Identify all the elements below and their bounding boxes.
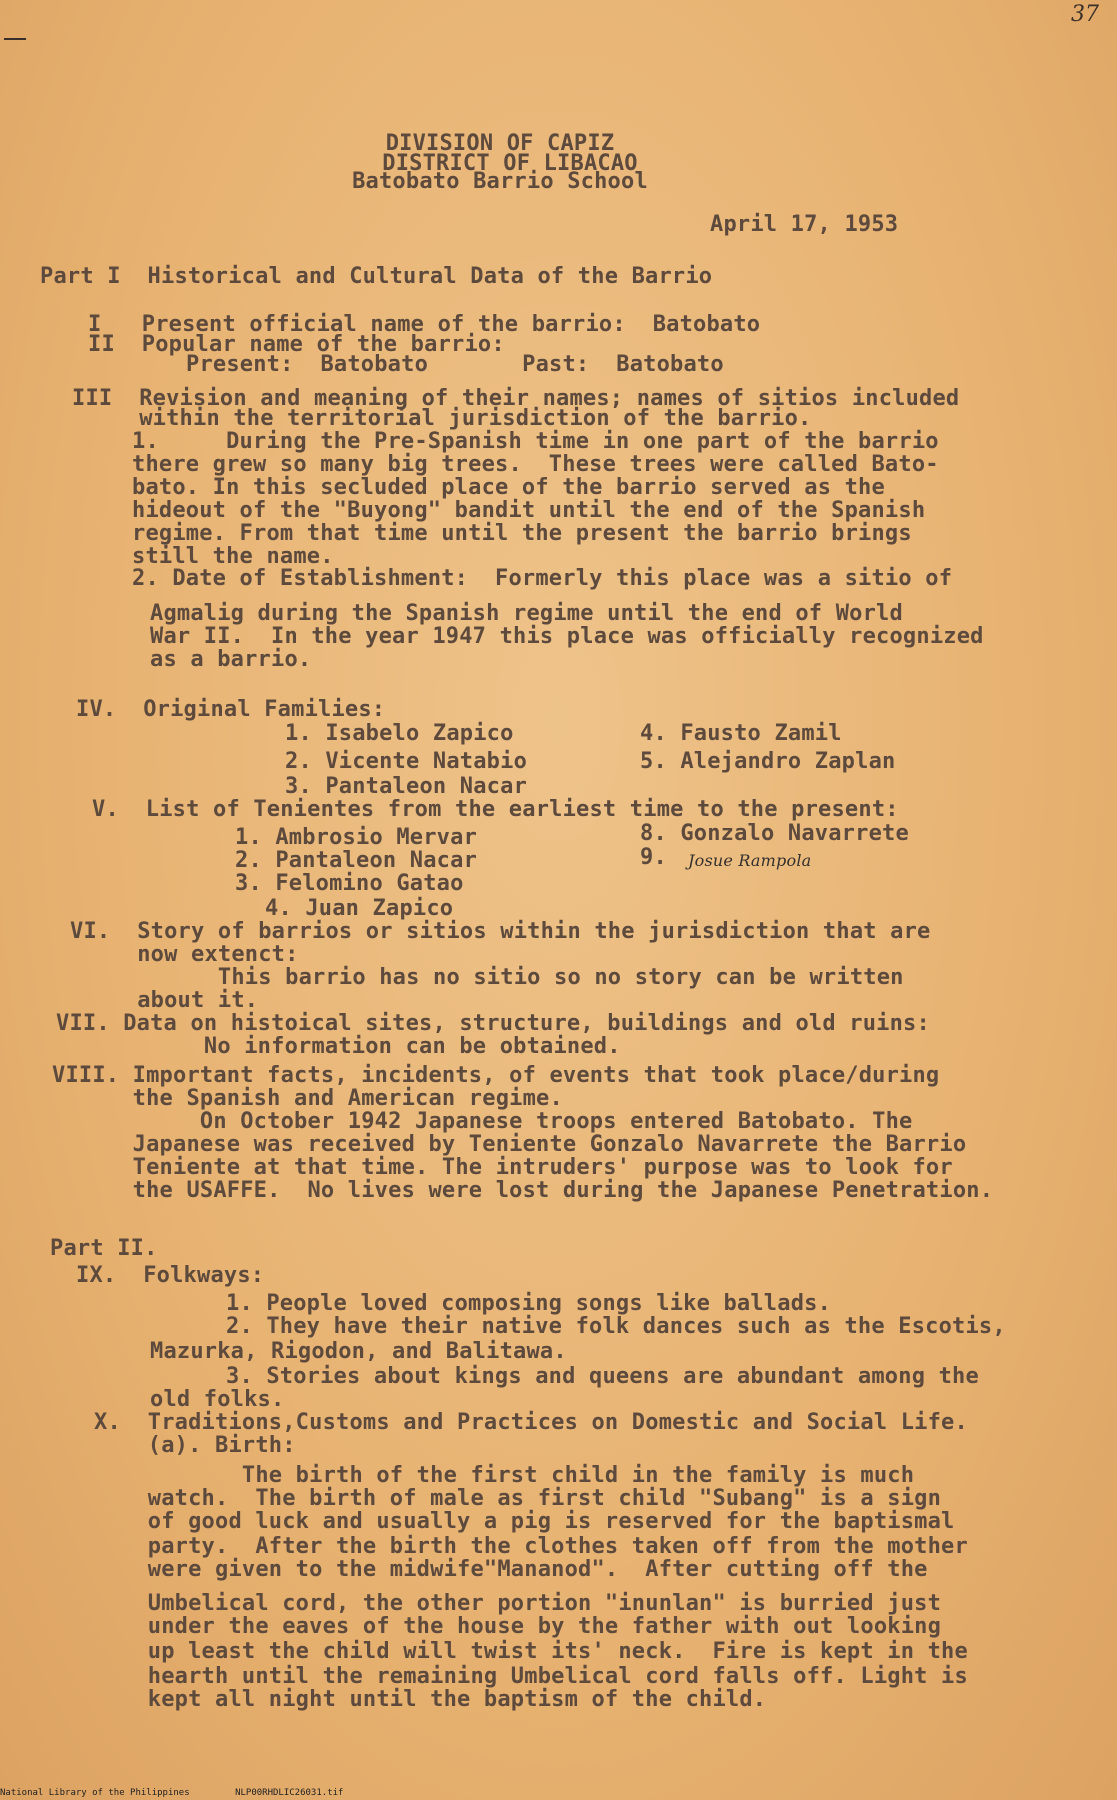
section-8-line: the USAFFE. No lives were lost during the Japanese Penetration. — [52, 1178, 994, 1203]
section-3-line: War II. In the year 1947 this place was officially recognized — [150, 624, 984, 649]
teniente-item: 1. Ambrosio Mervar — [235, 825, 478, 850]
section-10-line: of good luck and usually a pig is reserved for the baptismal — [94, 1509, 955, 1534]
section-10-line: X. Traditions,Customs and Practices on Domestic and Social Life. — [94, 1410, 968, 1435]
teniente-item: 4. Juan Zapico — [265, 896, 454, 921]
family-item: 3. Pantaleon Nacar — [285, 774, 528, 799]
section-8-line: Japanese was received by Teniente Gonzalo Navarrete the Barrio — [52, 1132, 967, 1157]
header-division: DIVISION OF CAPIZ — [385, 131, 615, 156]
section-10-line: were given to the midwife"Mananod". After cutting off the — [94, 1557, 928, 1582]
section-6-line: now extenct: — [70, 942, 299, 967]
section-10-line: kept all night until the baptism of the child. — [94, 1687, 767, 1712]
section-3-line: III Revision and meaning of their names; names of sitios included — [72, 386, 960, 411]
section-10-line: under the eaves of the house by the father with out looking — [94, 1614, 942, 1639]
folkways-line: old folks. — [150, 1387, 285, 1412]
header-school: Batobato Barrio School — [352, 169, 648, 194]
header-district: DISTRICT OF LIBACAO — [382, 151, 638, 176]
section-8-line: the Spanish and American regime. — [52, 1086, 563, 1111]
section-10-line: up least the child will twist its' neck. Fire is kept in the — [94, 1639, 968, 1664]
section-3-line: Agmalig during the Spanish regime until the end of World — [150, 601, 903, 626]
section-8-line: Teniente at that time. The intruders' purpose was to look for — [52, 1155, 953, 1180]
section-2-values: Present: Batobato Past: Batobato — [186, 352, 724, 377]
section-3-line: 2. Date of Establishment: Formerly this place was a sitio of — [132, 566, 953, 591]
section-10-line: Umbelical cord, the other portion "inunlan" is burried just — [94, 1591, 942, 1616]
family-item: 2. Vicente Natabio — [285, 749, 528, 774]
section-7-line: VII. Data on histoical sites, structure, buildings and old ruins: — [56, 1011, 930, 1036]
section-1: I Present official name of the barrio: Batobato — [88, 312, 761, 337]
section-5-title: V. List of Tenientes from the earliest time to the present: — [92, 797, 899, 822]
footer-library: National Library of the Philippines — [0, 1788, 190, 1798]
section-10-line: The birth of the first child in the family is much — [94, 1463, 915, 1488]
section-6-line: VI. Story of barrios or sitios within the jurisdiction that are — [70, 919, 931, 944]
document-date: April 17, 1953 — [710, 212, 899, 237]
teniente-item: 3. Felomino Gatao — [235, 871, 464, 896]
teniente-item: 8. Gonzalo Navarrete — [640, 821, 909, 846]
section-6-line: about it. — [70, 988, 259, 1013]
section-9-title: IX. Folkways: — [76, 1263, 265, 1288]
section-6-line: This barrio has no sitio so no story can be written — [70, 965, 904, 990]
section-7-line: No information can be obtained. — [56, 1034, 621, 1059]
section-3-line: 1. During the Pre-Spanish time in one part of the barrio — [132, 429, 939, 454]
section-3-line: as a barrio. — [150, 647, 312, 672]
part-1-title: Part I Historical and Cultural Data of the Barrio — [40, 264, 713, 289]
section-10-line: party. After the birth the clothes taken off from the mother — [94, 1534, 968, 1559]
teniente-item: 2. Pantaleon Nacar — [235, 848, 478, 873]
scan-footer — [0, 1788, 383, 1798]
page-number: 37 — [1071, 2, 1099, 27]
part-2-title: Part II. — [50, 1236, 158, 1261]
section-3-line: there grew so many big trees. These trees were called Bato- — [132, 452, 939, 477]
folkways-line: 2. They have their native folk dances such as the Escotis, — [226, 1314, 1006, 1339]
folkways-line: 1. People loved composing songs like ballads. — [226, 1291, 832, 1316]
folkways-line: Mazurka, Rigodon, and Balitawa. — [150, 1339, 567, 1364]
section-3-line: still the name. — [132, 544, 334, 569]
section-8-line: VIII. Important facts, incidents, of events that took place/during — [52, 1063, 940, 1088]
section-3-line: regime. From that time until the present the barrio brings — [132, 521, 912, 546]
section-3-line: hideout of the "Buyong" bandit until the end of the Spanish — [132, 498, 926, 523]
family-item: 1. Isabelo Zapico — [285, 721, 514, 746]
teniente-item: 9. — [640, 845, 667, 870]
section-4-title: IV. Original Families: — [76, 697, 386, 722]
family-item: 4. Fausto Zamil — [640, 721, 842, 746]
folkways-line: 3. Stories about kings and queens are abundant among the — [226, 1364, 979, 1389]
section-3-line: within the territorial jurisdiction of the barrio. — [72, 406, 812, 431]
margin-mark — [4, 38, 26, 40]
section-10-line: watch. The birth of male as first child "Subang" is a sign — [94, 1486, 942, 1511]
footer-file: NLP00RHDLIC26031.tif — [235, 1788, 344, 1798]
section-3-line: bato. In this secluded place of the barrio served as the — [132, 475, 885, 500]
section-10-line: hearth until the remaining Umbelical cord falls off. Light is — [94, 1664, 968, 1689]
section-8-line: On October 1942 Japanese troops entered Batobato. The — [52, 1109, 913, 1134]
section-2: II Popular name of the barrio: — [88, 332, 505, 357]
section-10-line: (a). Birth: — [94, 1433, 296, 1458]
family-item: 5. Alejandro Zaplan — [640, 749, 896, 774]
handwritten-teniente: Josue Rampola — [688, 851, 812, 870]
